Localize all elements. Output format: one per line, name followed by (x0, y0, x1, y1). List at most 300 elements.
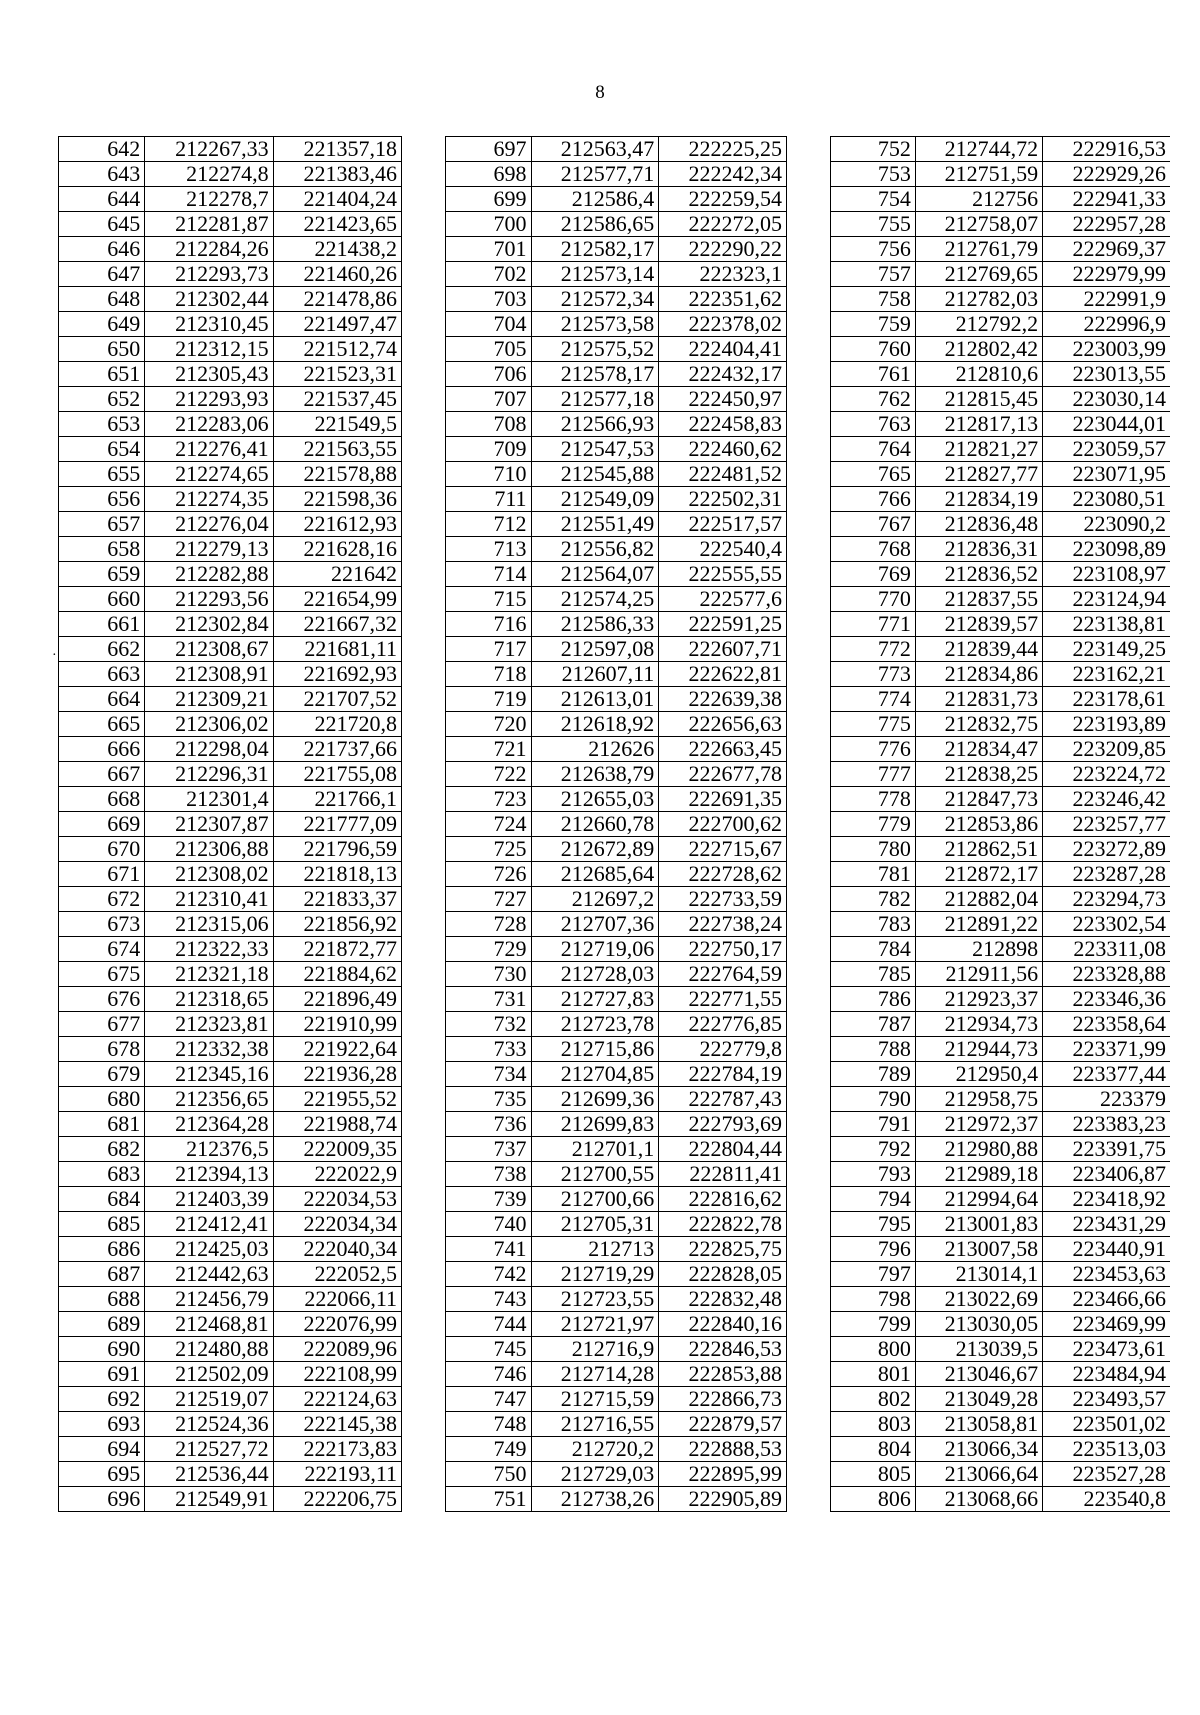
table-row (59, 1362, 402, 1387)
x-coordinate-cell: 212597,08 (531, 637, 659, 662)
table-row (59, 237, 402, 262)
x-coordinate-cell: 212707,36 (531, 912, 659, 937)
x-coordinate-cell: 212276,04 (145, 512, 273, 537)
x-coordinate-cell: 213066,64 (915, 1462, 1042, 1487)
point-number-cell: 720 (446, 712, 532, 737)
table-row (446, 1187, 787, 1212)
x-coordinate-cell: 212527,72 (145, 1437, 273, 1462)
table-row (59, 1462, 402, 1487)
point-number-cell: 655 (59, 462, 145, 487)
y-coordinate-cell: 223059,57 (1043, 437, 1170, 462)
table-row (59, 1112, 402, 1137)
point-number-cell: 699 (446, 187, 532, 212)
point-number-cell: 718 (446, 662, 532, 687)
point-number-cell: 734 (446, 1062, 532, 1087)
point-number-cell: 674 (59, 937, 145, 962)
x-coordinate-cell: 212761,79 (915, 237, 1042, 262)
table-row (59, 387, 402, 412)
table-row (446, 812, 787, 837)
x-coordinate-cell: 212832,75 (915, 712, 1042, 737)
table-row (831, 237, 1171, 262)
point-number-cell: 784 (831, 937, 916, 962)
table-row (831, 1287, 1171, 1312)
y-coordinate-cell: 223540,8 (1043, 1487, 1170, 1512)
table-row (831, 1387, 1171, 1412)
point-number-cell: 748 (446, 1412, 532, 1437)
x-coordinate-cell: 212792,2 (915, 312, 1042, 337)
x-coordinate-cell: 212536,44 (145, 1462, 273, 1487)
y-coordinate-cell: 222323,1 (659, 262, 787, 287)
point-number-cell: 681 (59, 1112, 145, 1137)
y-coordinate-cell: 223358,64 (1043, 1012, 1170, 1037)
point-number-cell: 783 (831, 912, 916, 937)
table-row (446, 1312, 787, 1337)
x-coordinate-cell: 212573,58 (531, 312, 659, 337)
x-coordinate-cell: 212891,22 (915, 912, 1042, 937)
y-coordinate-cell: 222779,8 (659, 1037, 787, 1062)
table-row (446, 1437, 787, 1462)
x-coordinate-cell: 212719,29 (531, 1262, 659, 1287)
point-number-cell: 754 (831, 187, 916, 212)
x-coordinate-cell: 212302,44 (145, 287, 273, 312)
point-number-cell: 722 (446, 762, 532, 787)
y-coordinate-cell: 222022,9 (273, 1162, 401, 1187)
y-coordinate-cell: 221537,45 (273, 387, 401, 412)
x-coordinate-cell: 212837,55 (915, 587, 1042, 612)
y-coordinate-cell: 223484,94 (1043, 1362, 1170, 1387)
x-coordinate-cell: 212834,19 (915, 487, 1042, 512)
y-coordinate-cell: 221777,09 (273, 812, 401, 837)
x-coordinate-cell: 212332,38 (145, 1037, 273, 1062)
y-coordinate-cell: 222895,99 (659, 1462, 787, 1487)
y-coordinate-cell: 222979,99 (1043, 262, 1170, 287)
point-number-cell: 723 (446, 787, 532, 812)
table-row (831, 262, 1171, 287)
x-coordinate-cell: 212556,82 (531, 537, 659, 562)
y-coordinate-cell: 222124,63 (273, 1387, 401, 1412)
table-row (831, 462, 1171, 487)
y-coordinate-cell: 223138,81 (1043, 612, 1170, 637)
table-row (446, 287, 787, 312)
table-row (59, 762, 402, 787)
table-row (59, 1137, 402, 1162)
y-coordinate-cell: 223377,44 (1043, 1062, 1170, 1087)
x-coordinate-cell: 212729,03 (531, 1462, 659, 1487)
x-coordinate-cell: 212412,41 (145, 1212, 273, 1237)
point-number-cell: 747 (446, 1387, 532, 1412)
point-number-cell: 768 (831, 537, 916, 562)
y-coordinate-cell: 221884,62 (273, 962, 401, 987)
y-coordinate-cell: 223371,99 (1043, 1037, 1170, 1062)
table-row (446, 1087, 787, 1112)
y-coordinate-cell: 221478,86 (273, 287, 401, 312)
point-number-cell: 667 (59, 762, 145, 787)
table-row (446, 1262, 787, 1287)
y-coordinate-cell: 223209,85 (1043, 737, 1170, 762)
point-number-cell: 797 (831, 1262, 916, 1287)
point-number-cell: 785 (831, 962, 916, 987)
table-row (446, 487, 787, 512)
point-number-cell: 742 (446, 1262, 532, 1287)
y-coordinate-cell: 222206,75 (273, 1487, 401, 1512)
table-row (59, 612, 402, 637)
x-coordinate-cell: 212721,97 (531, 1312, 659, 1337)
point-number-cell: 805 (831, 1462, 916, 1487)
table-row (446, 1237, 787, 1262)
point-number-cell: 701 (446, 237, 532, 262)
point-number-cell: 685 (59, 1212, 145, 1237)
x-coordinate-cell: 212519,07 (145, 1387, 273, 1412)
point-number-cell: 696 (59, 1487, 145, 1512)
table-row (446, 1487, 787, 1512)
table-row (446, 1037, 787, 1062)
y-coordinate-cell: 221707,52 (273, 687, 401, 712)
point-number-cell: 642 (59, 137, 145, 162)
y-coordinate-cell: 222764,59 (659, 962, 787, 987)
point-number-cell: 724 (446, 812, 532, 837)
x-coordinate-cell: 212839,57 (915, 612, 1042, 637)
point-number-cell: 800 (831, 1337, 916, 1362)
table-row (446, 512, 787, 537)
point-number-cell: 713 (446, 537, 532, 562)
coordinates-table-2 (445, 136, 787, 1512)
point-number-cell: 743 (446, 1287, 532, 1312)
y-coordinate-cell: 222776,85 (659, 1012, 787, 1037)
x-coordinate-cell: 212283,06 (145, 412, 273, 437)
table-row (59, 1312, 402, 1337)
x-coordinate-cell: 212575,52 (531, 337, 659, 362)
x-coordinate-cell: 212586,65 (531, 212, 659, 237)
point-number-cell: 678 (59, 1037, 145, 1062)
table-row (446, 437, 787, 462)
x-coordinate-cell: 212607,11 (531, 662, 659, 687)
point-number-cell: 692 (59, 1387, 145, 1412)
y-coordinate-cell: 221404,24 (273, 187, 401, 212)
table-row (446, 237, 787, 262)
y-coordinate-cell: 223272,89 (1043, 837, 1170, 862)
table-row (59, 1287, 402, 1312)
y-coordinate-cell: 221896,49 (273, 987, 401, 1012)
y-coordinate-cell: 222969,37 (1043, 237, 1170, 262)
y-coordinate-cell: 223013,55 (1043, 362, 1170, 387)
table-row (446, 1062, 787, 1087)
y-coordinate-cell: 221737,66 (273, 737, 401, 762)
y-coordinate-cell: 222076,99 (273, 1312, 401, 1337)
y-coordinate-cell: 222450,97 (659, 387, 787, 412)
y-coordinate-cell: 222804,44 (659, 1137, 787, 1162)
point-number-cell: 758 (831, 287, 916, 312)
point-number-cell: 750 (446, 1462, 532, 1487)
point-number-cell: 730 (446, 962, 532, 987)
table-row (59, 1187, 402, 1212)
point-number-cell: 791 (831, 1112, 916, 1137)
point-number-cell: 710 (446, 462, 532, 487)
y-coordinate-cell: 222458,83 (659, 412, 787, 437)
point-number-cell: 649 (59, 312, 145, 337)
table-row (446, 687, 787, 712)
point-number-cell: 679 (59, 1062, 145, 1087)
x-coordinate-cell: 212834,86 (915, 662, 1042, 687)
x-coordinate-cell: 212700,55 (531, 1162, 659, 1187)
x-coordinate-cell: 212577,71 (531, 162, 659, 187)
point-number-cell: 673 (59, 912, 145, 937)
y-coordinate-cell: 223383,23 (1043, 1112, 1170, 1137)
table-row (59, 1337, 402, 1362)
x-coordinate-cell: 212723,55 (531, 1287, 659, 1312)
table-row (446, 337, 787, 362)
table-row (446, 1287, 787, 1312)
y-coordinate-cell: 221563,55 (273, 437, 401, 462)
table-row (831, 1237, 1171, 1262)
x-coordinate-cell: 212573,14 (531, 262, 659, 287)
point-number-cell: 728 (446, 912, 532, 937)
table-row (831, 912, 1171, 937)
table-row (831, 612, 1171, 637)
y-coordinate-cell: 222272,05 (659, 212, 787, 237)
y-coordinate-cell: 223246,42 (1043, 787, 1170, 812)
y-coordinate-cell: 221598,36 (273, 487, 401, 512)
y-coordinate-cell: 221383,46 (273, 162, 401, 187)
y-coordinate-cell: 222866,73 (659, 1387, 787, 1412)
point-number-cell: 666 (59, 737, 145, 762)
y-coordinate-cell: 222832,48 (659, 1287, 787, 1312)
y-coordinate-cell: 223149,25 (1043, 637, 1170, 662)
table-row (59, 1012, 402, 1037)
x-coordinate-cell: 212307,87 (145, 812, 273, 837)
y-coordinate-cell: 222991,9 (1043, 287, 1170, 312)
y-coordinate-cell: 222793,69 (659, 1112, 787, 1137)
x-coordinate-cell: 212613,01 (531, 687, 659, 712)
point-number-cell: 711 (446, 487, 532, 512)
y-coordinate-cell: 222728,62 (659, 862, 787, 887)
y-coordinate-cell: 222715,67 (659, 837, 787, 862)
table-row (59, 1037, 402, 1062)
y-coordinate-cell: 222108,99 (273, 1362, 401, 1387)
point-number-cell: 706 (446, 362, 532, 387)
y-coordinate-cell: 222242,34 (659, 162, 787, 187)
point-number-cell: 735 (446, 1087, 532, 1112)
point-number-cell: 715 (446, 587, 532, 612)
x-coordinate-cell: 212723,78 (531, 1012, 659, 1037)
point-number-cell: 707 (446, 387, 532, 412)
y-coordinate-cell: 222879,57 (659, 1412, 787, 1437)
x-coordinate-cell: 212312,15 (145, 337, 273, 362)
point-number-cell: 659 (59, 562, 145, 587)
y-coordinate-cell: 222733,59 (659, 887, 787, 912)
x-coordinate-cell: 212618,92 (531, 712, 659, 737)
table-row (831, 1487, 1171, 1512)
table-row (59, 1412, 402, 1437)
table-row (59, 287, 402, 312)
y-coordinate-cell: 222825,75 (659, 1237, 787, 1262)
x-coordinate-cell: 212836,48 (915, 512, 1042, 537)
point-number-cell: 767 (831, 512, 916, 537)
table-row (831, 737, 1171, 762)
point-number-cell: 697 (446, 137, 532, 162)
y-coordinate-cell: 221755,08 (273, 762, 401, 787)
x-coordinate-cell: 212821,27 (915, 437, 1042, 462)
table-row (831, 587, 1171, 612)
x-coordinate-cell: 212934,73 (915, 1012, 1042, 1037)
table-row (446, 1337, 787, 1362)
x-coordinate-cell: 212898 (915, 937, 1042, 962)
table-row (446, 862, 787, 887)
y-coordinate-cell: 222460,62 (659, 437, 787, 462)
y-coordinate-cell: 221856,92 (273, 912, 401, 937)
x-coordinate-cell: 212293,93 (145, 387, 273, 412)
x-coordinate-cell: 212321,18 (145, 962, 273, 987)
table-row (59, 837, 402, 862)
point-number-cell: 686 (59, 1237, 145, 1262)
y-coordinate-cell: 223501,02 (1043, 1412, 1170, 1437)
table-row (446, 412, 787, 437)
point-number-cell: 726 (446, 862, 532, 887)
y-coordinate-cell: 222009,35 (273, 1137, 401, 1162)
point-number-cell: 789 (831, 1062, 916, 1087)
point-number-cell: 695 (59, 1462, 145, 1487)
point-number-cell: 772 (831, 637, 916, 662)
x-coordinate-cell: 212282,88 (145, 562, 273, 587)
y-coordinate-cell: 222517,57 (659, 512, 787, 537)
point-number-cell: 771 (831, 612, 916, 637)
point-number-cell: 708 (446, 412, 532, 437)
x-coordinate-cell: 212276,41 (145, 437, 273, 462)
x-coordinate-cell: 213007,58 (915, 1237, 1042, 1262)
point-number-cell: 738 (446, 1162, 532, 1187)
y-coordinate-cell: 221357,18 (273, 137, 401, 162)
x-coordinate-cell: 212758,07 (915, 212, 1042, 237)
table-row (831, 662, 1171, 687)
point-number-cell: 801 (831, 1362, 916, 1387)
y-coordinate-cell: 223287,28 (1043, 862, 1170, 887)
table-row (831, 1012, 1171, 1037)
y-coordinate-cell: 222066,11 (273, 1287, 401, 1312)
table-row (831, 1212, 1171, 1237)
point-number-cell: 643 (59, 162, 145, 187)
y-coordinate-cell: 222996,9 (1043, 312, 1170, 337)
x-coordinate-cell: 212847,73 (915, 787, 1042, 812)
point-number-cell: 668 (59, 787, 145, 812)
table-row (59, 1162, 402, 1187)
x-coordinate-cell: 212267,33 (145, 137, 273, 162)
point-number-cell: 744 (446, 1312, 532, 1337)
x-coordinate-cell: 212281,87 (145, 212, 273, 237)
table-row (59, 1212, 402, 1237)
x-coordinate-cell: 212545,88 (531, 462, 659, 487)
point-number-cell: 709 (446, 437, 532, 462)
x-coordinate-cell: 212655,03 (531, 787, 659, 812)
x-coordinate-cell: 212308,02 (145, 862, 273, 887)
y-coordinate-cell: 222663,45 (659, 737, 787, 762)
table-row (59, 212, 402, 237)
point-number-cell: 795 (831, 1212, 916, 1237)
x-coordinate-cell: 212586,4 (531, 187, 659, 212)
point-number-cell: 704 (446, 312, 532, 337)
x-coordinate-cell: 212872,17 (915, 862, 1042, 887)
point-number-cell: 725 (446, 837, 532, 862)
table-row (831, 1437, 1171, 1462)
point-number-cell: 648 (59, 287, 145, 312)
point-number-cell: 690 (59, 1337, 145, 1362)
x-coordinate-cell: 212480,88 (145, 1337, 273, 1362)
point-number-cell: 652 (59, 387, 145, 412)
table-row (446, 1012, 787, 1037)
point-number-cell: 737 (446, 1137, 532, 1162)
table-row (59, 687, 402, 712)
table-row (831, 987, 1171, 1012)
point-number-cell: 741 (446, 1237, 532, 1262)
point-number-cell: 760 (831, 337, 916, 362)
x-coordinate-cell: 212468,81 (145, 1312, 273, 1337)
table-row (831, 287, 1171, 312)
point-number-cell: 729 (446, 937, 532, 962)
point-number-cell: 790 (831, 1087, 916, 1112)
x-coordinate-cell: 212578,17 (531, 362, 659, 387)
y-coordinate-cell: 223098,89 (1043, 537, 1170, 562)
point-number-cell: 712 (446, 512, 532, 537)
table-row (446, 737, 787, 762)
point-number-cell: 733 (446, 1037, 532, 1062)
point-number-cell: 727 (446, 887, 532, 912)
x-coordinate-cell: 212994,64 (915, 1187, 1042, 1212)
point-number-cell: 700 (446, 212, 532, 237)
y-coordinate-cell: 222677,78 (659, 762, 787, 787)
point-number-cell: 798 (831, 1287, 916, 1312)
x-coordinate-cell: 212685,64 (531, 862, 659, 887)
coordinates-table-3 (830, 136, 1170, 1512)
table-row (446, 912, 787, 937)
y-coordinate-cell: 223108,97 (1043, 562, 1170, 587)
y-coordinate-cell: 222259,54 (659, 187, 787, 212)
x-coordinate-cell: 212302,84 (145, 612, 273, 637)
x-coordinate-cell: 212751,59 (915, 162, 1042, 187)
table-row (831, 1087, 1171, 1112)
y-coordinate-cell: 221910,99 (273, 1012, 401, 1037)
point-number-cell: 731 (446, 987, 532, 1012)
y-coordinate-cell: 222173,83 (273, 1437, 401, 1462)
y-coordinate-cell: 222052,5 (273, 1262, 401, 1287)
table-row (446, 362, 787, 387)
x-coordinate-cell: 212715,59 (531, 1387, 659, 1412)
point-number-cell: 757 (831, 262, 916, 287)
y-coordinate-cell: 222771,55 (659, 987, 787, 1012)
y-coordinate-cell: 223440,91 (1043, 1237, 1170, 1262)
x-coordinate-cell: 212815,45 (915, 387, 1042, 412)
x-coordinate-cell: 212719,06 (531, 937, 659, 962)
x-coordinate-cell: 212716,55 (531, 1412, 659, 1437)
point-number-cell: 644 (59, 187, 145, 212)
table-row (59, 1387, 402, 1412)
table-row (831, 137, 1171, 162)
point-number-cell: 669 (59, 812, 145, 837)
table-row (831, 1262, 1171, 1287)
x-coordinate-cell: 212582,17 (531, 237, 659, 262)
x-coordinate-cell: 213030,05 (915, 1312, 1042, 1337)
x-coordinate-cell: 212704,85 (531, 1062, 659, 1087)
y-coordinate-cell: 223418,92 (1043, 1187, 1170, 1212)
table-row (59, 362, 402, 387)
y-coordinate-cell: 223391,75 (1043, 1137, 1170, 1162)
y-coordinate-cell: 223453,63 (1043, 1262, 1170, 1287)
point-number-cell: 762 (831, 387, 916, 412)
x-coordinate-cell: 212923,37 (915, 987, 1042, 1012)
table-row (59, 787, 402, 812)
x-coordinate-cell: 212972,37 (915, 1112, 1042, 1137)
table-row (446, 1412, 787, 1437)
point-number-cell: 651 (59, 362, 145, 387)
table-row (831, 337, 1171, 362)
table-row (446, 887, 787, 912)
